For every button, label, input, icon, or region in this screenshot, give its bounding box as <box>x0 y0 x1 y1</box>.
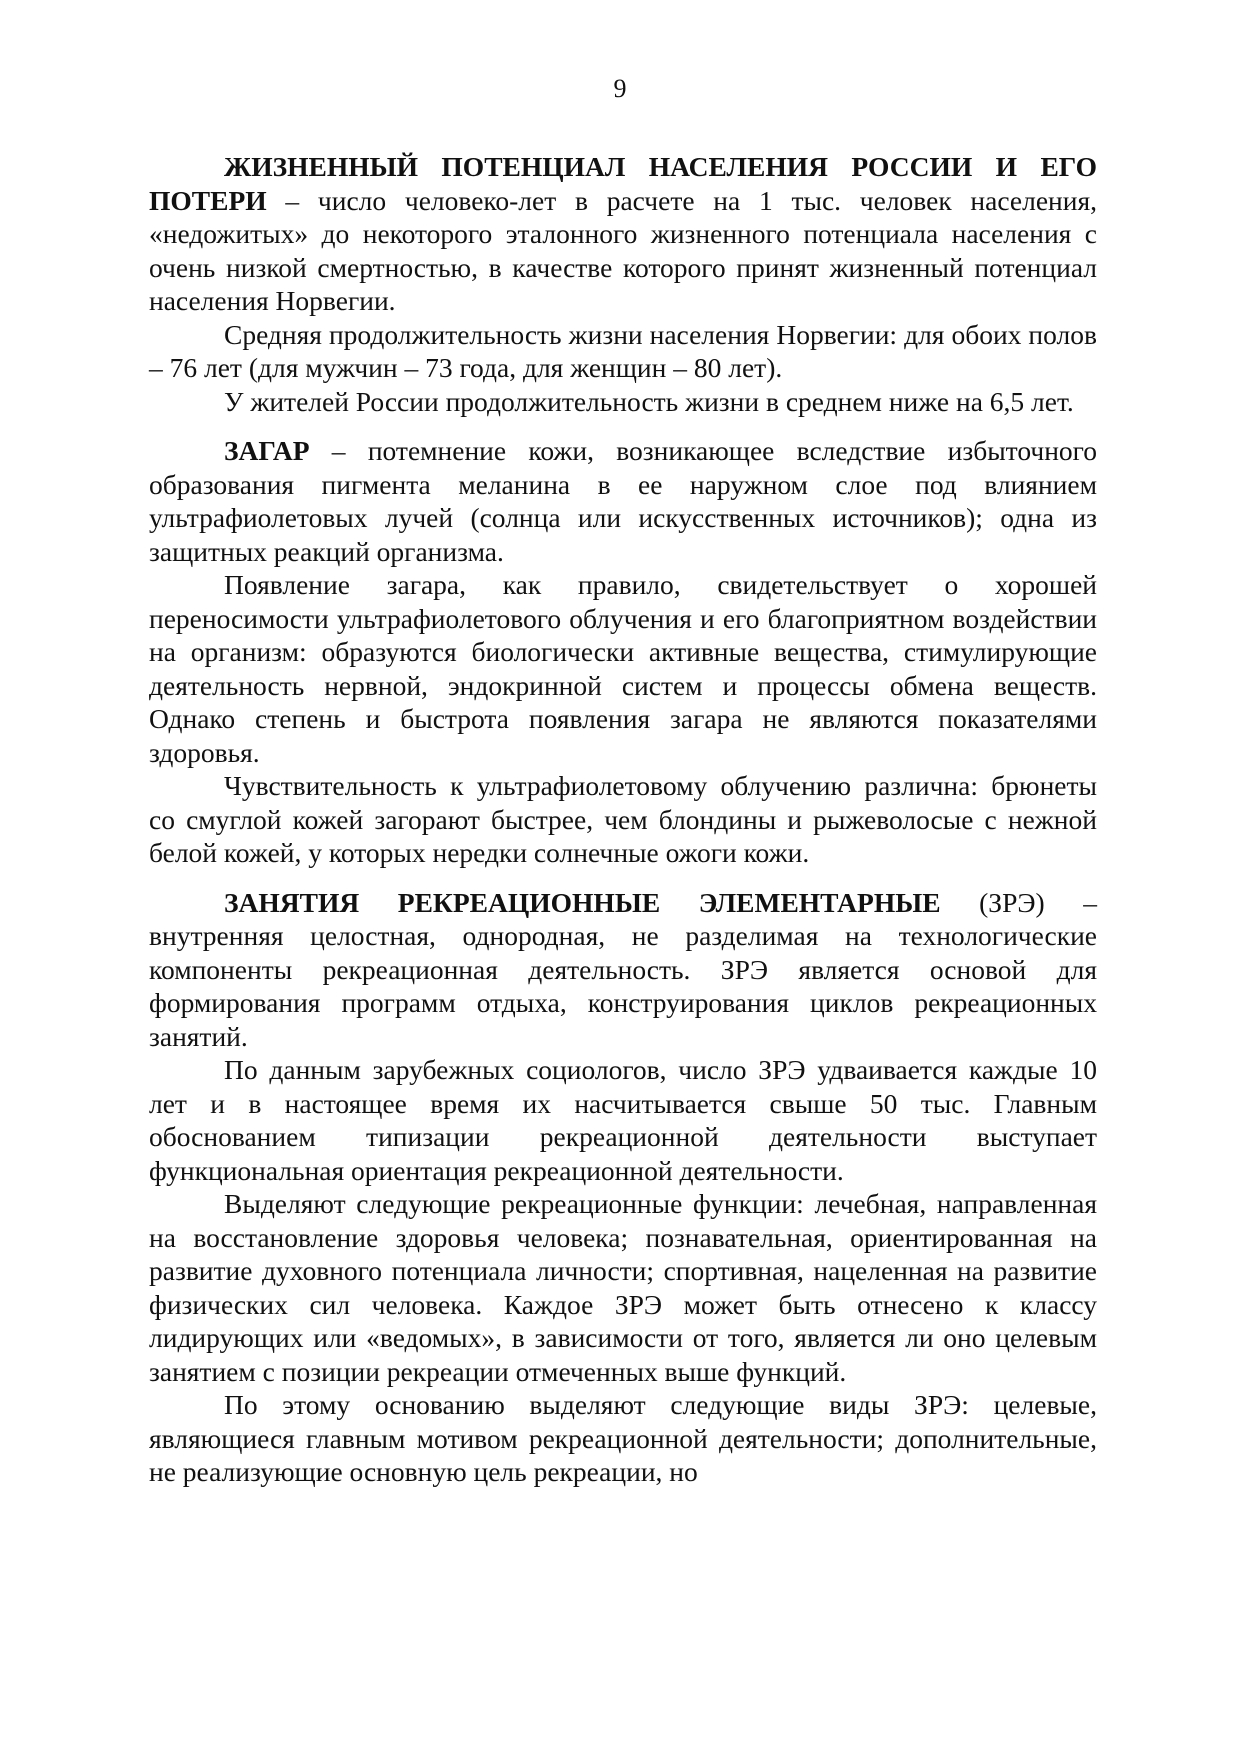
entry-paragraph: Средняя продолжительность жизни населения Норвегии: для обоих полов – 76 лет (для мужчин – 73 года, для женщин – 80 лет). <box>149 318 1097 383</box>
dictionary-entry <box>149 886 1097 1489</box>
entry-definition: (ЗРЭ) – внутренняя целостная, однородная, не разделимая на технологические компоненты рекреационная деятельность. ЗРЭ является основой для формирования программ отдыха, конструирования циклов рекреационных занятий. <box>149 886 1098 1052</box>
entry-paragraph: Выделяют следующие рекреационные функции: лечебная, направленная на восстановление здоровья человека; познавательная, ориентированная на развитие духовного потенциала личности; спортивная, нацеленная на развитие физических сил человека. Каждое ЗРЭ может быть отнесено к классу лидирующих или «ведомых», в зависимости от того, является ли оно целевым занятием с позиции рекреации отмеченных выше функций. <box>149 1188 1097 1387</box>
entry-paragraph: Чувствительность к ультрафиолетовому облучению различна: брюнеты со смуглой кожей загорают быстрее, чем блондины и рыжеволосые с нежной белой кожей, у которых нередки солнечные ожоги кожи. <box>149 770 1097 868</box>
entry-term: ЗАНЯТИЯ РЕКРЕАЦИОННЫЕ ЭЛЕМЕНТАРНЫЕ <box>224 886 941 918</box>
entry-lead-paragraph <box>149 150 1097 318</box>
entry-paragraph: По данным зарубежных социологов, число ЗРЭ удваивается каждые 10 лет и в настоящее время их насчитывается свыше 50 тыс. Главным обоснованием типизации рекреационной деятельности выступает функциональная ориентация рекреационной деятельности. <box>149 1054 1097 1186</box>
entry-paragraph: Появление загара, как правило, свидетельствует о хорошей переносимости ультрафиолетового облучения и его благоприятном воздействии на организм: образуются биологически активные вещества, стимулирующие деятельность нервной, эндокринной систем и процессы обмена веществ. Однако степень и быстрота появления загара не являются показателями здоровья. <box>149 569 1097 768</box>
page-content <box>149 150 1097 1505</box>
page-number: 9 <box>613 74 627 103</box>
dictionary-entry <box>149 150 1097 418</box>
dictionary-entry <box>149 434 1097 870</box>
entry-lead-paragraph <box>149 886 1097 1054</box>
entry-definition: – потемнение кожи, возникающее вследствие избыточного образования пигмента меланина в ее наружном слое под влиянием ультрафиолетовых лучей (солнца или искусственных источников); одна из защитных реакций организма. <box>149 435 1097 567</box>
entry-lead-paragraph <box>149 434 1097 568</box>
entry-term: ЗАГАР <box>224 435 310 466</box>
entry-paragraph: У жителей России продолжительность жизни в среднем ниже на 6,5 лет. <box>224 385 1074 417</box>
entry-term: ЖИЗНЕННЫЙ ПОТЕНЦИАЛ НАСЕЛЕНИЯ РОССИИ И ЕГО ПОТЕРИ <box>149 151 1097 216</box>
entry-paragraph: По этому основанию выделяют следующие виды ЗРЭ: целевые, являющиеся главным мотивом рекреационной деятельности; дополнительные, не реализующие основную цель рекреации, но <box>149 1389 1097 1487</box>
entry-definition: – число человеко-лет в расчете на 1 тыс. человек населения, «недожитых» до некоторого эталонного жизненного потенциала населения с очень низкой смертностью, в качестве которого принят жизненный потенциал населения Норвегии. <box>149 184 1097 316</box>
